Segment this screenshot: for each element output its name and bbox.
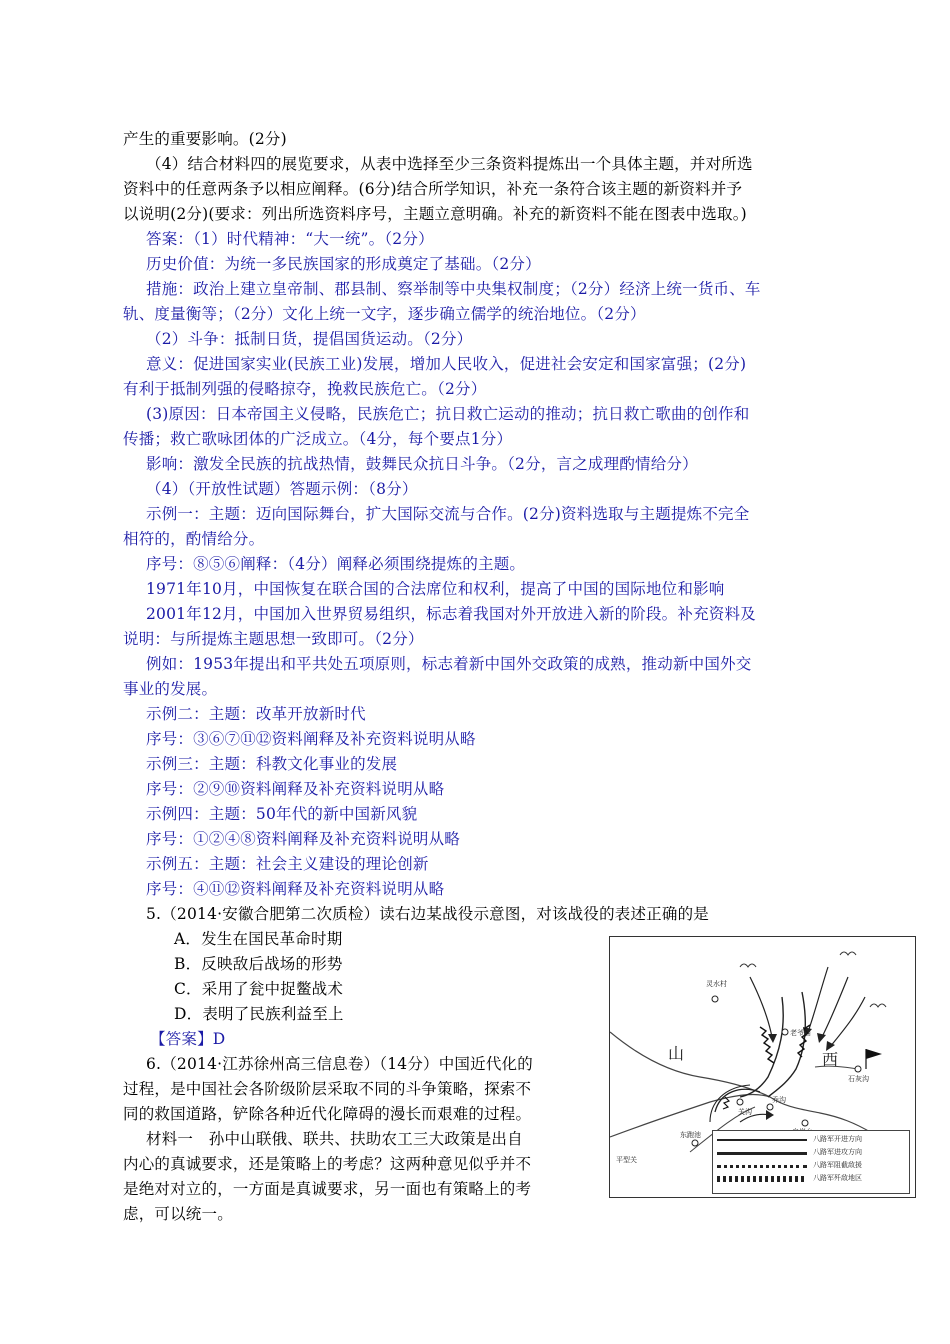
- legend-label: 八路军开进方向: [813, 1135, 862, 1143]
- answer-line: 1971年10月，中国恢复在联合国的合法席位和权利，提高了中国的国际地位和影响: [146, 580, 725, 598]
- text-line: 以说明(2分)(要求：列出所选资料序号，主题立意明确。补充的新资料不能在图表中选取。): [123, 205, 747, 223]
- answer-line: 影响：激发全民族的抗战热情，鼓舞民众抗日斗争。（2分，言之成理酌情给分）: [146, 455, 698, 473]
- material-line: 是绝对对立的，一方面是真诚要求，另一面也有策略上的考: [123, 1180, 532, 1198]
- text-line: （4）结合材料四的展览要求，从表中选择至少三条资料提炼出一个具体主题，并对所选: [146, 155, 753, 173]
- legend-item: [717, 1161, 905, 1171]
- question-line: 5.（2014·安徽合肥第二次质检）读右边某战役示意图，对该战役的表述正确的是: [146, 905, 709, 923]
- map-place-label: 乔沟: [772, 1096, 786, 1104]
- answer-line: 例如：1953年提出和平共处五项原则，标志着新中国外交政策的成熟，推动新中国外交: [146, 655, 752, 673]
- answer-line: 示例二：主题：改革开放新时代: [146, 705, 366, 723]
- answer-line: 相符的，酌情给分。: [123, 530, 265, 548]
- answer-line: (3)原因：日本帝国主义侵略，民族危亡；抗日救亡运动的推动；抗日救亡歌曲的创作和: [146, 405, 750, 423]
- legend-item: [717, 1135, 905, 1145]
- legend-item: [717, 1174, 905, 1184]
- question-line: 过程，是中国社会各阶级阶层采取不同的斗争策略，探索不: [123, 1080, 532, 1098]
- legend-label: 八路军阻截敌援: [813, 1161, 862, 1169]
- answer-line: 序号：③⑥⑦⑪⑫资料阐释及补充资料说明从略: [146, 730, 476, 748]
- answer-line: 序号：①②④⑧资料阐释及补充资料说明从略: [146, 830, 461, 848]
- map-place-label: 石灰沟: [848, 1075, 869, 1083]
- map-place-label: 关沟: [738, 1108, 752, 1116]
- answer-line: 示例三：主题：科教文化事业的发展: [146, 755, 398, 773]
- answer-line: 历史价值：为统一多民族国家的形成奠定了基础。（2分）: [146, 255, 541, 273]
- map-place-label: 东跑池: [680, 1131, 701, 1139]
- option-d: D．表明了民族利益至上: [174, 1005, 344, 1023]
- map-place-label: 老爷庙: [790, 1029, 811, 1037]
- legend-label: 八路军进攻方向: [813, 1148, 862, 1156]
- answer-line: 序号：④⑪⑫资料阐释及补充资料说明从略: [146, 880, 445, 898]
- option-a: A．发生在国民革命时期: [174, 930, 343, 948]
- answer-line: 事业的发展。: [123, 680, 218, 698]
- map-legend: [712, 1130, 910, 1194]
- answer-line: 意义：促进国家实业(民族工业)发展，增加人民收入，促进社会安定和国家富强；(2分): [146, 355, 747, 373]
- map-place-label: 平型关: [616, 1156, 637, 1164]
- option-b: B．反映敌后战场的形势: [174, 955, 343, 973]
- map-place-label: 灵水村: [706, 980, 727, 988]
- legend-swatch: [717, 1139, 807, 1141]
- legend-swatch: [717, 1165, 807, 1169]
- answer-line: 2001年12月，中国加入世界贸易组织，标志着我国对外开放进入新的阶段。补充资料及: [146, 605, 756, 623]
- answer-line: （2）斗争：抵制日货，提倡国货运动。（2分）: [146, 330, 473, 348]
- answer-line: 示例一：主题：迈向国际舞台，扩大国际交流与合作。(2分)资料选取与主题提炼不完全: [146, 505, 750, 523]
- answer-line: 示例四：主题：50年代的新中国新风貌: [146, 805, 418, 823]
- text-line: 产生的重要影响。(2分): [123, 130, 287, 148]
- legend-label: 八路军歼敌地区: [813, 1174, 862, 1182]
- legend-swatch: [717, 1176, 807, 1182]
- option-c: C．采用了瓮中捉鳖战术: [174, 980, 344, 998]
- material-line: 材料一 孙中山联俄、联共、扶助农工三大政策是出自: [146, 1130, 523, 1148]
- answer-line: 轨、度量衡等；（2分）文化上统一文字，逐步确立儒学的统治地位。（2分）: [123, 305, 646, 323]
- answer-line: 答案：（1）时代精神：“大一统”。（2分）: [146, 230, 434, 248]
- answer-line: 序号：⑧⑤⑥阐释：（4分）阐释必须围绕提炼的主题。: [146, 555, 526, 573]
- map-region-label: 西: [822, 1050, 839, 1069]
- legend-item: [717, 1148, 905, 1158]
- answer-line: 说明：与所提炼主题思想一致即可。（2分）: [123, 630, 424, 648]
- answer-label: 【答案】D: [150, 1030, 226, 1048]
- material-line: 虑，可以统一。: [123, 1205, 233, 1223]
- question-line: 同的救国道路，铲除各种近代化障碍的漫长而艰难的过程。: [123, 1105, 532, 1123]
- text-line: 资料中的任意两条予以相应阐释。(6分)结合所学知识，补充一条符合该主题的新资料并予: [123, 180, 743, 198]
- material-line: 内心的真诚要求，还是策略上的考虑？这两种意见似乎并不: [123, 1155, 532, 1173]
- question-line: 6.（2014·江苏徐州高三信息卷）（14分）中国近代化的: [146, 1055, 533, 1073]
- map-region-label: 山: [668, 1044, 685, 1063]
- answer-line: 序号：②⑨⑩资料阐释及补充资料说明从略: [146, 780, 445, 798]
- answer-line: 措施：政治上建立皇帝制、郡县制、察举制等中央集权制度；（2分）经济上统一货币、车: [146, 280, 761, 298]
- answer-line: 有利于抵制列强的侵略掠夺，挽救民族危亡。（2分）: [123, 380, 487, 398]
- answer-line: （4）（开放性试题）答题示例：（8分）: [146, 480, 418, 498]
- answer-line: 示例五：主题：社会主义建设的理论创新: [146, 855, 429, 873]
- legend-swatch: [717, 1152, 807, 1155]
- answer-line: 传播；救亡歌咏团体的广泛成立。（4分，每个要点1分）: [123, 430, 513, 448]
